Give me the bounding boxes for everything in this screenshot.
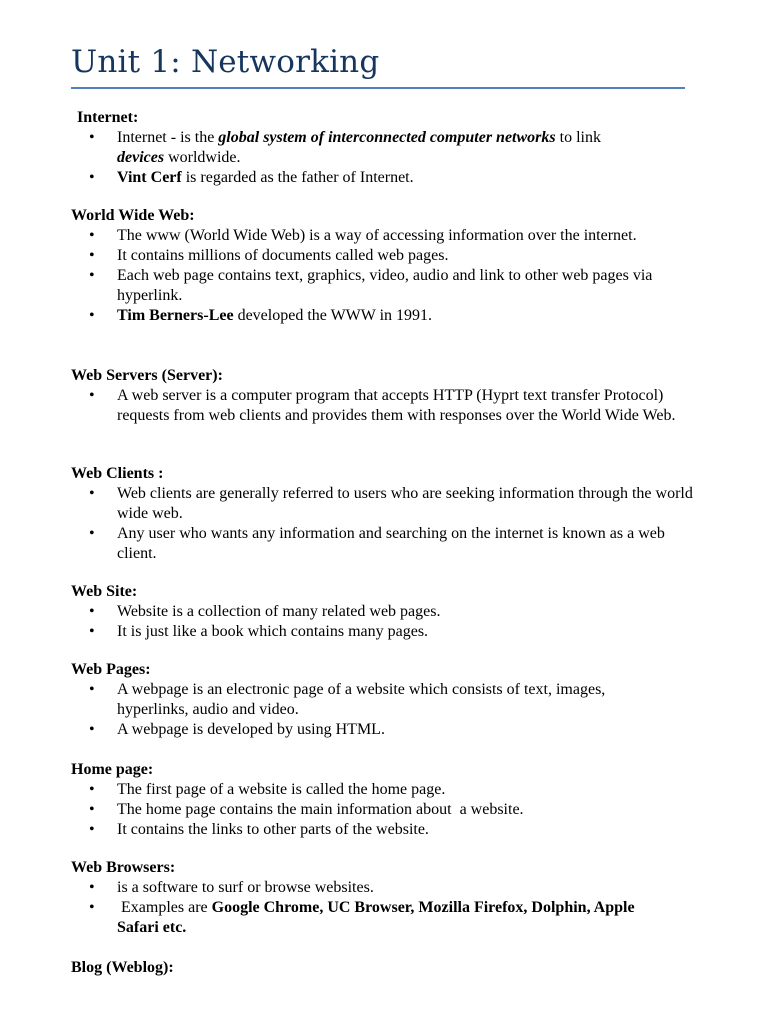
section-heading: Web Clients : [71, 465, 164, 482]
bullet-icon: • [89, 781, 95, 798]
list-item: • The www (World Wide Web) is a way of accessing information over the internet. [89, 227, 637, 244]
section-heading: Home page: [71, 761, 154, 778]
list-item: • Any user who wants any information and searching on the internet is known as a web client. [89, 525, 665, 562]
list-item: • It contains the links to other parts of the website. [89, 821, 429, 838]
bullet-list [71, 386, 691, 426]
bullet-icon: • [89, 821, 95, 838]
section-heading: Web Servers (Server): [71, 367, 223, 384]
bullet-icon: • [89, 485, 95, 502]
list-item: • It contains millions of documents called web pages. [89, 247, 449, 264]
title-underline [71, 87, 685, 89]
section-heading: World Wide Web: [71, 207, 195, 224]
bullet-icon: • [89, 801, 95, 818]
section-blog [71, 958, 691, 978]
bullet-icon: • [89, 227, 95, 244]
bullet-list [71, 602, 691, 642]
section-heading: Web Browsers: [71, 859, 176, 876]
section-web-browsers [71, 858, 691, 938]
section-world-wide-web [71, 206, 691, 326]
list-item: • A web server is a computer program that accepts HTTP (Hyprt text transfer Protocol) requests from web clients and provides them with responses over the World Wide Web. [89, 387, 676, 424]
section-web-pages [71, 660, 691, 740]
bullet-list [71, 128, 691, 188]
section-internet [71, 108, 691, 188]
bullet-icon: • [89, 387, 95, 404]
list-item: • A webpage is an electronic page of a website which consists of text, images, hyperlinks, audio and video. [89, 681, 606, 718]
bullet-icon: • [89, 129, 95, 146]
list-item: • Examples are Google Chrome, UC Browser, Mozilla Firefox, Dolphin, Apple Safari etc. [89, 899, 635, 936]
list-item: • A webpage is developed by using HTML. [89, 721, 385, 738]
section-heading: Web Site: [71, 583, 138, 600]
list-item: • Each web page contains text, graphics, video, audio and link to other web pages via hyperlink. [89, 267, 653, 304]
bullet-icon: • [89, 623, 95, 640]
bullet-list [71, 226, 691, 326]
bullet-list [71, 484, 691, 564]
bullet-icon: • [89, 681, 95, 698]
section-heading: Blog (Weblog): [71, 959, 174, 976]
list-item: • Tim Berners-Lee developed the WWW in 1991. [89, 307, 433, 324]
bullet-list [71, 878, 691, 938]
list-item: • It is just like a book which contains many pages. [89, 623, 429, 640]
bullet-icon: • [89, 603, 95, 620]
section-web-clients [71, 464, 691, 564]
bullet-icon: • [89, 267, 95, 284]
list-item: • Internet - is the global system of interconnected computer networks to link devices worldwide. [89, 129, 601, 166]
section-heading: Web Pages: [71, 661, 151, 678]
bullet-icon: • [89, 247, 95, 264]
page-title: Unit 1: Networking [71, 44, 380, 80]
bullet-icon: • [89, 899, 95, 916]
list-item: • The home page contains the main information about a website. [89, 801, 524, 818]
bullet-icon: • [89, 307, 95, 324]
list-item: • Vint Cerf is regarded as the father of Internet. [89, 169, 414, 186]
list-item: • Website is a collection of many related web pages. [89, 603, 441, 620]
section-home-page [71, 760, 691, 840]
bullet-list [71, 680, 691, 740]
bullet-icon: • [89, 525, 95, 542]
list-item: • Web clients are generally referred to users who are seeking information through the world wide web. [89, 485, 693, 522]
bullet-list [71, 780, 691, 840]
bullet-icon: • [89, 169, 95, 186]
bullet-icon: • [89, 879, 95, 896]
section-web-servers [71, 366, 691, 426]
list-item: • The first page of a website is called the home page. [89, 781, 446, 798]
section-heading: Internet: [77, 109, 139, 126]
section-web-site [71, 582, 691, 642]
bullet-icon: • [89, 721, 95, 738]
list-item: • is a software to surf or browse websites. [89, 879, 374, 896]
